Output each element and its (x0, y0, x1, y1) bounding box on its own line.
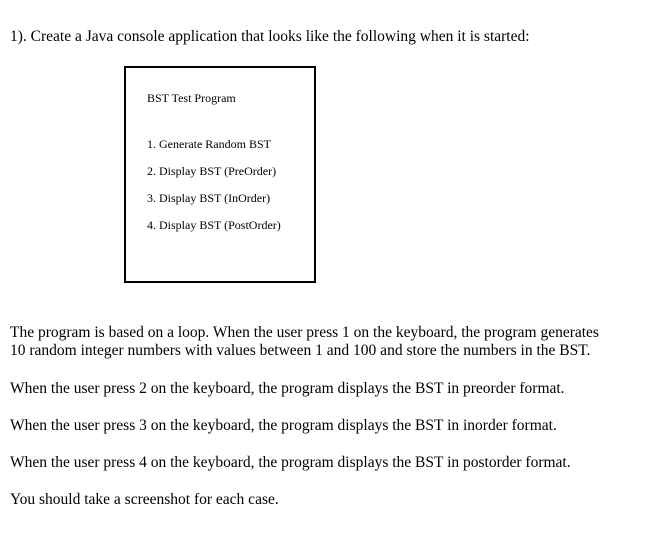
paragraph-press-4: When the user press 4 on the keyboard, the program displays the BST in postorder format. (10, 454, 571, 471)
console-mockup (124, 66, 316, 283)
menu-item-generate: 1. Generate Random BST (147, 137, 271, 151)
paragraph-press-2: When the user press 2 on the keyboard, the program displays the BST in preorder format. (10, 380, 565, 397)
paragraph-loop-line2: 10 random integer numbers with values between 1 and 100 and store the numbers in the BST. (10, 342, 591, 359)
paragraph-press-3: When the user press 3 on the keyboard, the program displays the BST in inorder format. (10, 417, 557, 434)
paragraph-loop-line1: The program is based on a loop. When the user press 1 on the keyboard, the program generates (10, 324, 599, 341)
assignment-heading: 1). Create a Java console application that looks like the following when it is started: (10, 28, 530, 45)
menu-item-postorder: 4. Display BST (PostOrder) (147, 218, 281, 232)
menu-item-inorder: 3. Display BST (InOrder) (147, 191, 271, 205)
console-title: BST Test Program (147, 91, 236, 105)
menu-item-preorder: 2. Display BST (PreOrder) (147, 164, 277, 178)
paragraph-screenshot: You should take a screenshot for each case. (10, 491, 279, 508)
